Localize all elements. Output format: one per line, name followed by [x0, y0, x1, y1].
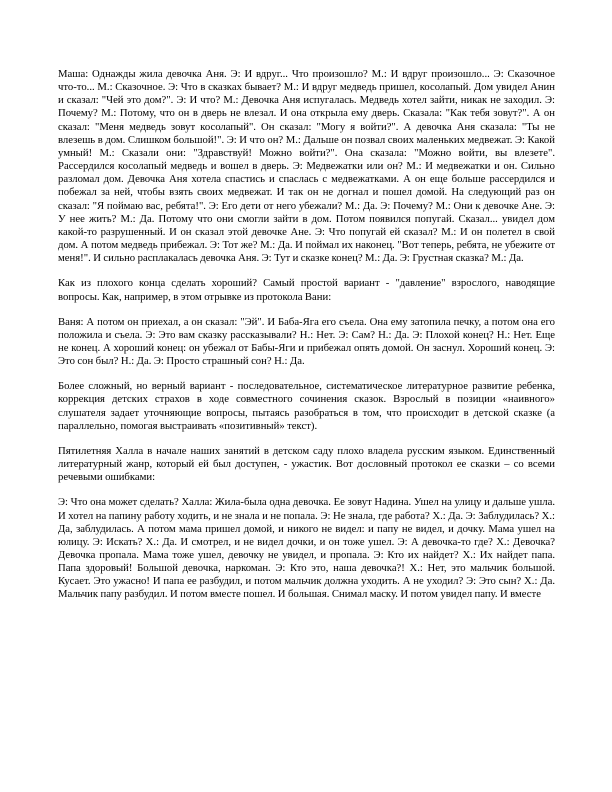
bad-ending-question-paragraph: Как из плохого конца сделать хороший? Самый простой вариант - "давление" взрослого, наводящие вопросы. Как, например, в этом отрывке из протокола Вани: [58, 277, 555, 303]
story-vanya-protocol: Ваня: А потом он приехал, а он сказал: "Эй". И Баба-Яга его съела. Она ему затопила печку, а потом она его положила и съела. Э: Это вам сказку рассказывали? Н.: Нет. Э: Сам? Н.: Да. Э: Плохой конец? Н.: Нет. Еще не конец. А хороший конец: он убежал от Бабы-Яги и прибежал опять домой. Он заснул. Хороший конец. Э: Это сон был? Н.: Да. Э: Просто страшный сон? Н.: Да. [58, 315, 555, 368]
story-masha-protocol: Маша: Однажды жила девочка Аня. Э: И вдруг... Что произошло? М.: И вдруг произошло... Э: Сказочное что-то... М.: Сказочное. Э: Что в сказках бывает? М.: И вдруг медведь пришел, косолапый. Дом увидел Анин и сказал: "Чей это дом?". Э: И что? М.: Девочка Аня испугалась. Медведь хотел зайти, никак не заходил. Э: Почему? М.: Потому, что он в дверь не влезал. И она открыла ему дверь. Сказала: "Как тебя зовут?". А он сказал: "Меня медведь зовут косолапый". Он сказал: "Могу я войти?". А девочка Аня сказала: "Ты не влезешь в дом. Слишком большой!". Э: И что он? М.: Дальше он позвал своих маленьких медвежат. Э: Какой умный! М.: Сказали они: "Здравствуй! Можно войти?". Она сказала: "Можно войти, вы влезете". Рассердился косолапый медведь и вошел в дверь. Э: Медвежатки или он? М.: И медвежатки и он. Сильно разломал дом. Девочка Аня хотела спастись и спаслась с медвежатками. А он еще больше рассердился и побежал за ней, чтобы взять своих медвежат. И так он не догнал и пошел домой. На следующий раз он сказал: "Я поймаю вас, ребята!". Э: Его дети от него убежали? М.: Да. Э: Почему? М.: Они к девочке Ане. Э: У нее жить? М.: Да. Потому что они смогли зайти в дом. Потом появился попугай. Сказал... увидел дом какой-то разрушенный. И он сказал этой девочке Ане. Э: Что попугай ей сказал? М.: И он полетел в свой дом. А потом медведь прибежал. Э: Тот же? М.: Да. И поймал их наконец. "Вот теперь, ребята, не убежите от меня!". И сильно расплакалась девочка Аня. Э: Тут и сказке конец? М.: Да. Э: Грустная сказка? М.: Да. [58, 68, 555, 265]
story-halla-protocol: Э: Что она может сделать? Халла: Жила-была одна девочка. Ее зовут Надина. Ушел на улицу и дальше ушла. И хотел на папину работу ходить, и не знала и не попала. Э: Не знала, где работа? Х.: Да. Э: Заблудилась? Х.: Да, заблудилась. А потом мама пришел домой, и никого не видел: и папу не видел, и дочку. Мама ушел на юлицу. Э: Искать? Х.: Да. И смотрел, и не видел дочки, и он тоже ушел. Э: А девочка-то где? Х.: Девочка? Девочка пропала. Мама тоже ушел, девочку не увидел, и пропала. Э: Кто их найдет? Х.: Их найдет папа. Папа здоровый! Большой девочка, наркоман. Э: Кто это, наша девочка?! Х.: Нет, это мальчик большой. Кусает. Это ужасно! И папа ее разбудил, и потом мальчик должна уходить. А не уходил? Э: Это сын? Х.: Да. Мальчик папу разбудил. И потом вместе пошел. И большая. Снимал маску. И потом увидел папу. И вместе [58, 496, 555, 601]
literary-development-paragraph: Более сложный, но верный вариант - последовательное, систематическое литературное развитие ребенка, коррекция детских страхов в ходе совместного сочинения сказок. Взрослый в позиции «наивного» слушателя задает уточняющие вопросы, пытаясь разобраться в том, что происходит в детской сказке (а параллельно, помогая выстраивать «позитивный» текст). [58, 380, 555, 432]
halla-intro-paragraph: Пятилетняя Халла в начале наших занятий в детском саду плохо владела русским языком. Единственный литературный жанр, который ей был доступен, - ужастик. Вот дословный протокол ее сказки – со всеми речевыми ошибками: [58, 444, 555, 484]
document-page [58, 68, 555, 614]
